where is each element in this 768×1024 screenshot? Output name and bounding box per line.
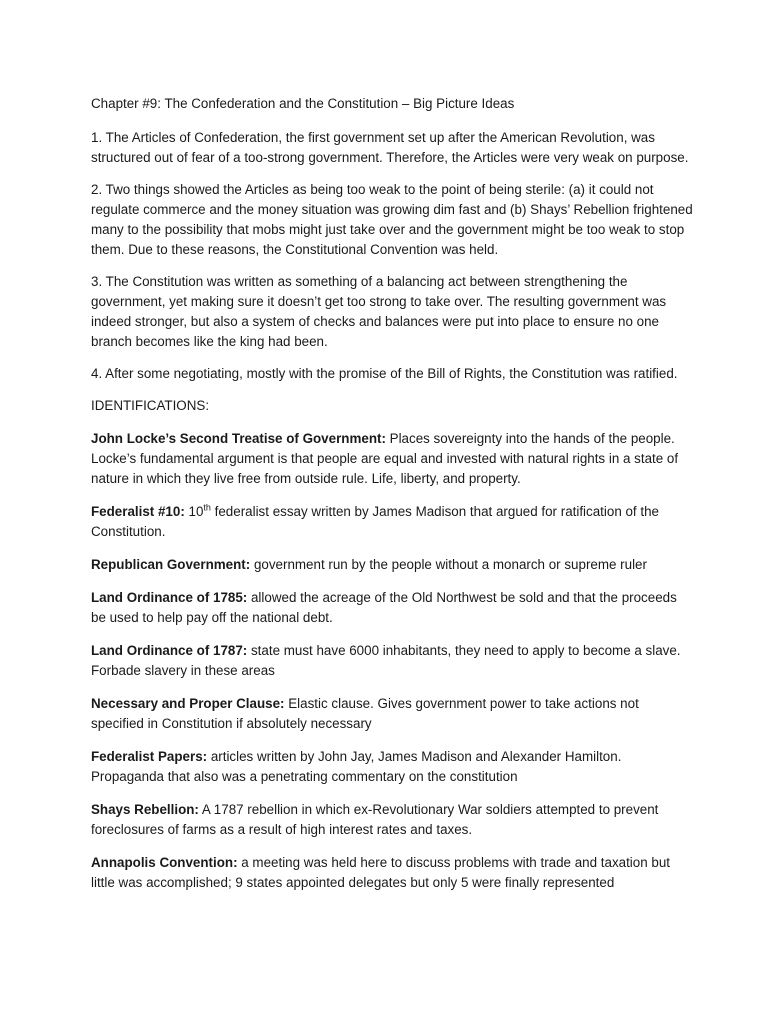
identification-definition: articles written by John Jay, James Madison and Alexander Hamilton. Propaganda that also was a penetrating commentary on the constitution: [91, 749, 622, 784]
identification-annapolis-convention: [91, 853, 693, 893]
identification-republican-government: [91, 555, 693, 575]
identification-definition: A 1787 rebellion in which ex-Revolutionary War soldiers attempted to prevent foreclosures of farms as a result of high interest rates and taxes.: [91, 802, 659, 837]
document-body: [91, 94, 693, 906]
identifications-heading: IDENTIFICATIONS:: [91, 398, 210, 413]
identification-federalist-10: [91, 502, 693, 542]
identification-land-ordinance-1785: [91, 588, 693, 628]
identification-term: Shays Rebellion:: [91, 802, 199, 817]
big-idea-2: 2. Two things showed the Articles as being too weak to the point of being sterile: (a) it could not regulate commerce and the money situation was growing dim fast and (b) Shays’ Rebellion frightened many to the possibility that mobs might just take over and the government might be too weak to stop them. Due to these reasons, the Constitutional Convention was held.: [91, 182, 693, 257]
big-idea-4: 4. After some negotiating, mostly with the promise of the Bill of Rights, the Constitution was ratified.: [91, 366, 678, 381]
identification-ordinal-superscript: th: [203, 502, 211, 513]
identification-definition: state must have 6000 inhabitants, they need to apply to become a slave. Forbade slavery in these areas: [91, 643, 681, 678]
identification-definition: Elastic clause. Gives government power to take actions not specified in Constitution if absolutely necessary: [91, 696, 639, 731]
identification-definition: federalist essay written by James Madison that argued for ratification of the Constitution.: [91, 504, 659, 539]
identification-land-ordinance-1787: [91, 641, 693, 681]
identification-shays-rebellion: [91, 800, 693, 840]
identification-definition: Places sovereignty into the hands of the people. Locke’s fundamental argument is that people are equal and invested with natural rights in a state of nature in which they live free from outside rule. Life, liberty, and property.: [91, 431, 679, 486]
identification-term: Annapolis Convention:: [91, 855, 238, 870]
identification-ordinal: 10: [184, 504, 204, 519]
identification-term: Necessary and Proper Clause:: [91, 696, 285, 711]
identification-term: Land Ordinance of 1787:: [91, 643, 248, 658]
identification-term: Republican Government:: [91, 557, 251, 572]
identification-definition: allowed the acreage of the Old Northwest be sold and that the proceeds be used to help pay off the national debt.: [91, 590, 677, 625]
identification-term: John Locke’s Second Treatise of Government:: [91, 431, 386, 446]
identification-locke: [91, 429, 693, 489]
big-idea-3: 3. The Constitution was written as something of a balancing act between strengthening the government, yet making sure it doesn’t get too strong to take over. The resulting government was indeed stronger, but also a system of checks and balances were put into place to ensure no one branch becomes like the king had been.: [91, 274, 667, 349]
identification-federalist-papers: [91, 747, 693, 787]
identification-definition: government run by the people without a monarch or supreme ruler: [250, 557, 647, 572]
identification-term: Land Ordinance of 1785:: [91, 590, 248, 605]
document-title: Chapter #9: The Confederation and the Constitution – Big Picture Ideas: [91, 96, 515, 111]
big-idea-1: 1. The Articles of Confederation, the first government set up after the American Revolution, was structured out of fear of a too-strong government. Therefore, the Articles were very weak on purpose.: [91, 130, 689, 165]
identification-term: Federalist Papers:: [91, 749, 208, 764]
identification-term: Federalist #10:: [91, 504, 185, 519]
identification-necessary-proper-clause: [91, 694, 693, 734]
identification-definition: a meeting was held here to discuss problems with trade and taxation but little was accomplished; 9 states appointed delegates but only 5 were finally represented: [91, 855, 671, 890]
